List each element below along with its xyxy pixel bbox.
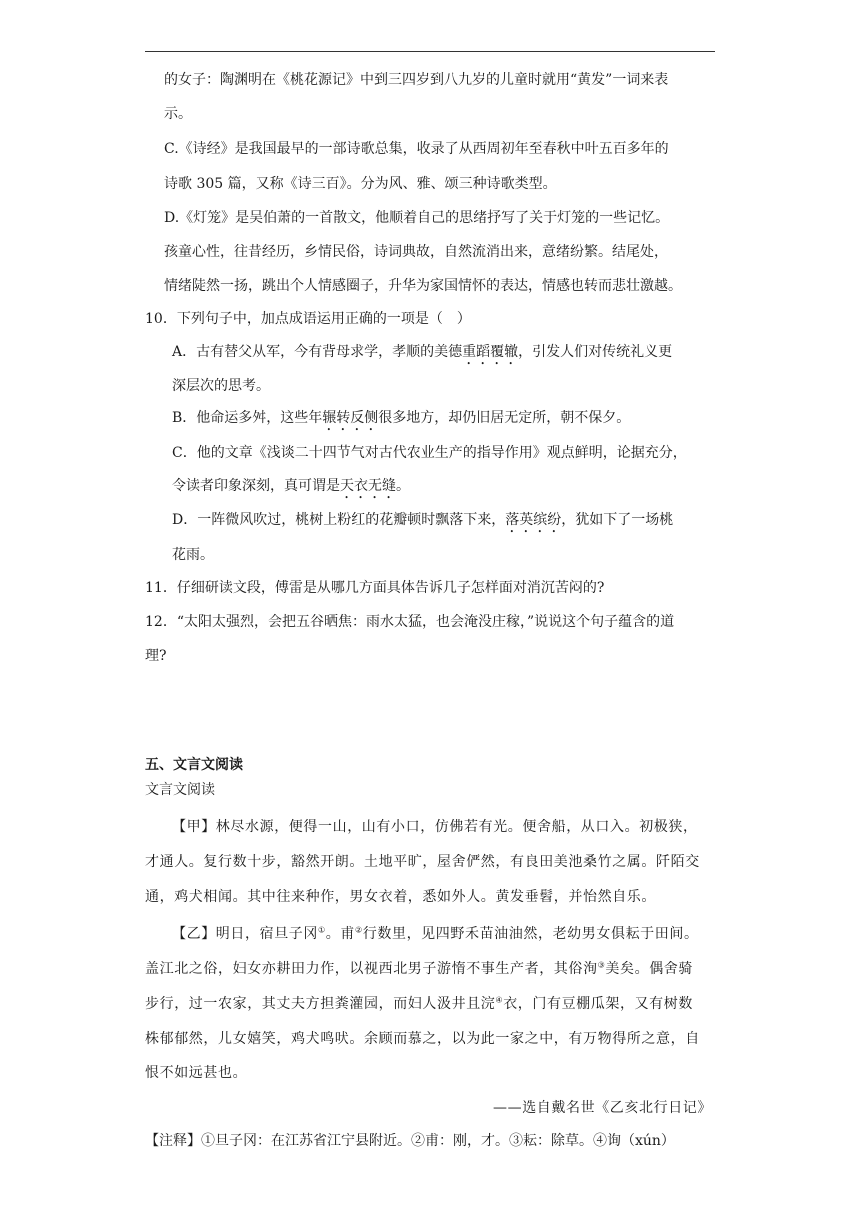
- question-10-stem: 10．下列句子中，加点成语运用正确的一项是（ ）: [145, 311, 471, 327]
- top-divider: [145, 51, 715, 52]
- option-text: 令读者印象深刻，真可谓是: [172, 478, 340, 494]
- text-line: 花雨。: [172, 547, 214, 563]
- question-10-option-b: [172, 408, 630, 434]
- text-line: [172, 476, 410, 502]
- text-line: 深层次的思考。: [172, 378, 270, 394]
- footnote-marker: ②: [354, 925, 363, 935]
- footnote-marker: ④: [495, 995, 504, 1005]
- passage-text: 步行，过一农家，其丈夫方担粪灌园，而妇人汲井且浣: [145, 996, 496, 1012]
- dotted-idiom: 辗转反侧: [322, 410, 379, 426]
- question-10-option-a: [172, 342, 672, 368]
- text-line: 的女子：陶渊明在《桃花源记》中到三四岁到八九岁的儿童时就用“黄发”一词来表: [164, 72, 669, 88]
- passage-yi-line: [145, 994, 693, 1014]
- passage-text: 。甫: [325, 926, 355, 942]
- option-text: B．他命运多舛，这些年: [172, 410, 323, 426]
- footnote-marker: ①: [318, 925, 326, 935]
- dotted-idiom: 重蹈覆辙: [462, 344, 519, 360]
- option-text: 。: [396, 478, 410, 494]
- passage-jia-line: 通，鸡犬相闻。其中往来种作，男女衣着，悉如外人。黄发垂髫，并怡然自乐。: [145, 889, 656, 905]
- option-c-prev: C.《诗经》是我国最早的一部诗歌总集，收录了从西周初年至春秋中叶五百多年的: [164, 141, 669, 157]
- option-text: ，犹如下了一场桃: [561, 512, 674, 528]
- passage-source: ——选自戴名世《乙亥北行日记》: [493, 1100, 712, 1116]
- question-10-option-d: [172, 510, 673, 536]
- option-text: ，引发人们对传统礼义更: [518, 344, 673, 360]
- annotations: 【注释】①旦子冈：在江苏省江宁县附近。②甫：刚，才。③耘：除草。④询（xún）: [145, 1133, 675, 1149]
- text-line: 理?: [145, 648, 167, 664]
- dotted-idiom: 天衣无缝: [340, 478, 396, 494]
- text-line: 孩童心性，往昔经历，乡情民俗，诗词典故，自然流消出来，意绪纷繁。结尾处，: [164, 244, 668, 260]
- dotted-idiom: 落英缤纷: [505, 512, 562, 528]
- footnote-marker: ③: [597, 960, 606, 970]
- passage-yi-line: [145, 959, 693, 979]
- passage-yi-line: 株郁郁然，儿女嬉笑，鸡犬鸣吠。余顾而慕之，以为此一家之中，有万物得所之意，自: [145, 1031, 700, 1047]
- text-line: 诗歌 305 篇，又称《诗三百》。分为风、雅、颂三种诗歌类型。: [164, 176, 557, 192]
- passage-text: 行数里，见四野禾苗油油然，老幼男女俱耘于田间。: [362, 926, 699, 942]
- passage-jia-line: 【甲】林尽水源，便得一山，山有小口，仿佛若有光。便舍船，从口入。初极狭，: [172, 819, 698, 835]
- option-text: A．古有替父从军，今有背母求学，孝顺的美德: [172, 344, 463, 360]
- passage-text: 【乙】明日，宿旦子冈: [172, 926, 318, 942]
- option-d-prev: D.《灯笼》是吴伯萧的一首散文，他顺着自己的思绪抒写了关于灯笼的一些记忆。: [164, 210, 670, 226]
- passage-jia-line: 才通人。复行数十步，豁然开朗。土地平旷，屋舍俨然，有良田美池桑竹之属。阡陌交: [145, 854, 700, 870]
- text-line: 示。: [164, 106, 192, 122]
- option-text: D．一阵微风吹过，桃树上粉红的花瓣顿时飘落下来，: [172, 512, 506, 528]
- section-heading: 五、文言文阅读: [145, 757, 243, 773]
- text-line: 情绪陡然一扬，跳出个人情感圈子，升华为家国情怀的表达，情感也转而悲壮激越。: [164, 278, 682, 294]
- question-10-option-c: C．他的文章《浅谈二十四节气对古代农业生产的指导作用》观点鲜明，论据充分，: [172, 445, 687, 461]
- passage-yi-line: 恨不如远甚也。: [145, 1065, 248, 1081]
- question-12: 12．“太阳太强烈，会把五谷晒焦：雨水太猛，也会淹没庄稼，”说说这个句子蕴含的道: [145, 614, 675, 630]
- section-subheading: 文言文阅读: [145, 782, 215, 798]
- passage-text: 衣，门有豆棚瓜架，又有树数: [503, 996, 693, 1012]
- question-11: 11．仔细研读文段，傅雷是从哪几方面具体告诉几子怎样面对消沉苦闷的?: [145, 580, 605, 596]
- passage-text: 盖江北之俗，妇女亦耕田力作，以视西北男子游惰不事生产者，其俗洵: [145, 961, 598, 977]
- passage-yi-line: [172, 924, 699, 944]
- option-text: 很多地方，却仍旧居无定所，朝不保夕。: [378, 410, 631, 426]
- passage-text: 美矣。偶舍骑: [605, 961, 693, 977]
